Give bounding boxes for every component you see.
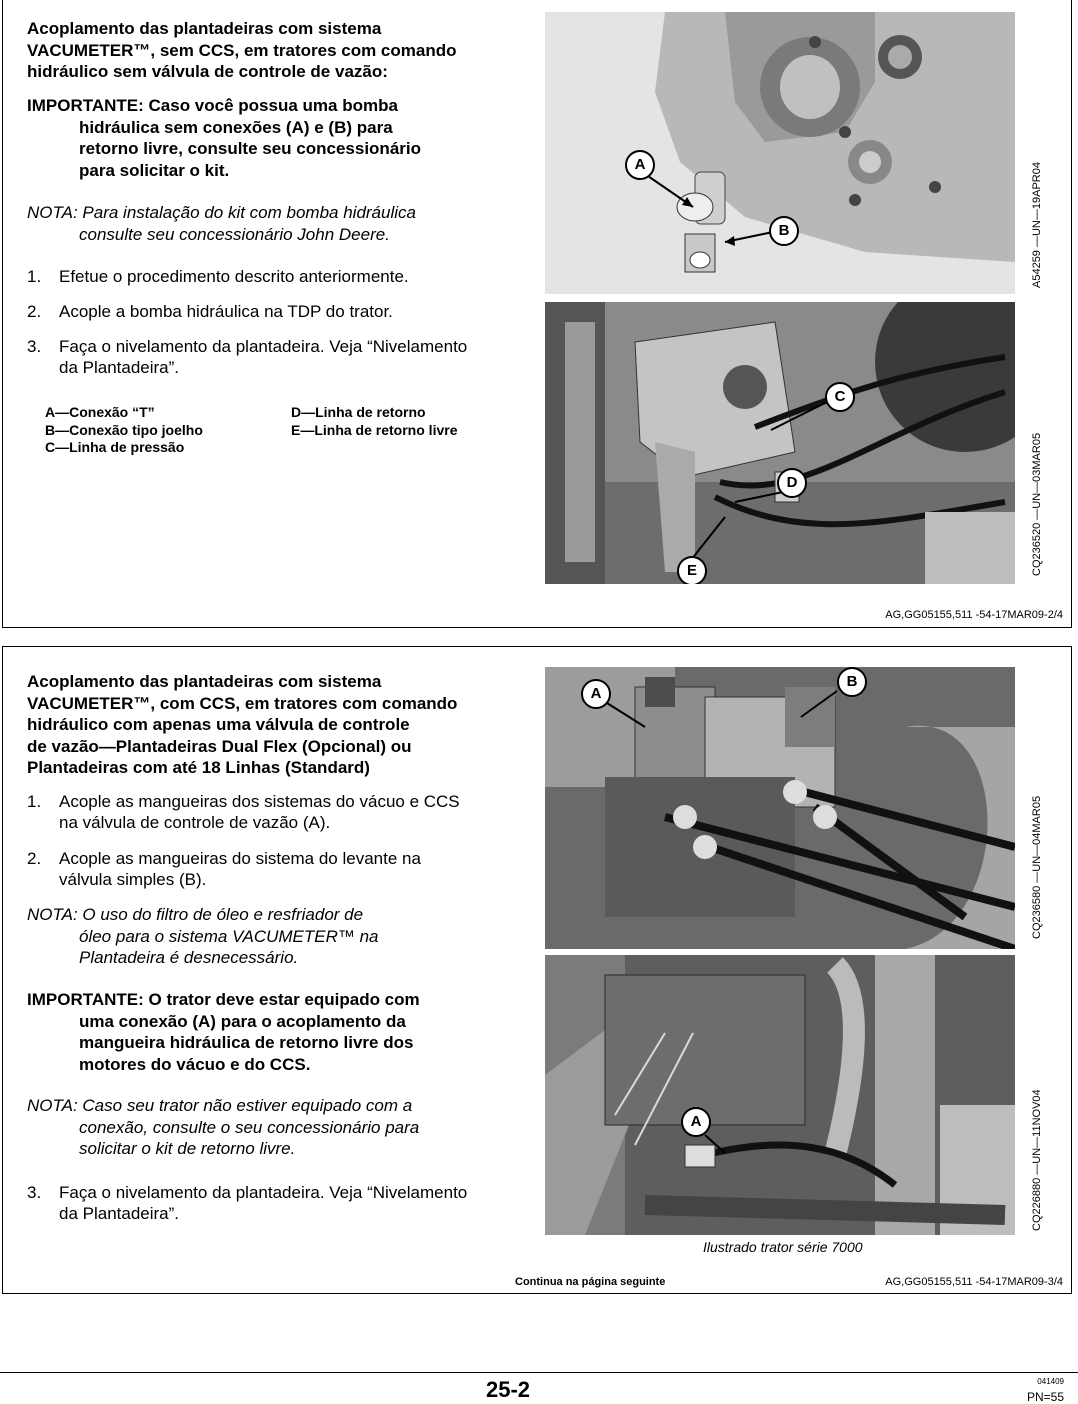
photo-return-connection [545,955,1015,1235]
step-text: da Plantadeira”. [59,358,180,377]
legend-item: E—Linha de retorno livre [291,421,458,438]
step-number: 1. [27,792,42,811]
page-number: 25-2 [486,1377,531,1402]
figure-code: CQ236580 —UN—04MAR05 [1031,795,1043,939]
legend-item: A—Conexão “T” [45,404,155,420]
callout-label: A [625,150,655,180]
callout-label: B [769,216,799,246]
important-line: mangueira hidráulica de retorno livre dos [79,1033,414,1052]
callout-label: E [677,556,707,584]
continue-note: Continua na página seguinte [515,1276,666,1288]
step-number: 3. [27,337,42,356]
note-line: consulte seu concessionário John Deere. [79,224,390,244]
important-notice [27,989,527,1075]
document-reference: AG,GG05155,511 -54-17MAR09-2/4 [885,609,1063,621]
step-text: Faça o nivelamento da plantadeira. Veja “Nivelamento [59,337,468,356]
note-line: NOTA: Caso seu trator não estiver equipado com a [27,1096,413,1115]
note-line: óleo para o sistema VACUMETER™ na [79,926,379,946]
title-line: hidráulico com apenas uma válvula de controle [27,715,410,734]
section-1-title [27,18,527,83]
legend-right [291,404,457,439]
important-line: motores do vácuo e do CCS. [79,1054,311,1074]
figure-code: CQ226880 —UN—11NOV04 [1031,1089,1043,1231]
important-line: para solicitar o kit. [79,160,230,180]
step-2 [27,848,532,890]
step-text: Efetue o procedimento descrito anteriormente. [59,267,409,286]
step-2 [27,301,532,322]
title-line: Plantadeiras com até 18 Linhas (Standard) [27,758,370,777]
step-1 [27,791,532,833]
title-line: Acoplamento das plantadeiras com sistema [27,19,382,38]
section-2-panel [2,646,1072,1294]
important-line: hidráulica sem conexões (A) e (B) para [79,117,393,137]
note-1 [27,904,527,969]
note-line: Plantadeira é desnecessário. [79,948,299,967]
step-3 [27,1182,532,1224]
title-line: VACUMETER™, com CCS, em tratores com comando [27,693,458,713]
note-2 [27,1095,527,1160]
legend-item: C—Linha de pressão [45,439,185,455]
callout-label: A [581,679,611,709]
note-line: NOTA: Para instalação do kit com bomba hidráulica [27,203,416,222]
title-line: de vazão—Plantadeiras Dual Flex (Opcional) ou [27,736,412,756]
callout-label: A [681,1107,711,1137]
title-line: Acoplamento das plantadeiras com sistema [27,672,382,691]
note-line: conexão, consulte o seu concessionário para [79,1117,420,1137]
section-2-title [27,671,527,779]
legend-left [45,404,203,457]
footer-rule [0,1372,1078,1373]
step-number: 2. [27,302,42,321]
step-text: Acople as mangueiras do sistema do levante na [59,849,421,868]
step-text: válvula simples (B). [59,870,207,889]
document-reference: AG,GG05155,511 -54-17MAR09-3/4 [885,1276,1063,1288]
page-marker: PN=55 [1026,1390,1064,1404]
step-text: da Plantadeira”. [59,1204,180,1223]
step-number: 1. [27,267,42,286]
important-line: IMPORTANTE: Caso você possua uma bomba [27,96,398,115]
important-line: IMPORTANTE: O trator deve estar equipado com [27,990,420,1009]
title-line: hidráulico sem válvula de controle de vazão: [27,62,388,81]
footer-code: 041409 [1037,1377,1064,1386]
step-text: na válvula de controle de vazão (A). [59,813,331,832]
important-line: uma conexão (A) para o acoplamento da [79,1011,406,1031]
step-1 [27,266,532,287]
step-text: Acople as mangueiras dos sistemas do vácuo e CCS [59,792,460,811]
important-line: retorno livre, consulte seu concessionário [79,139,421,158]
note-line: solicitar o kit de retorno livre. [79,1139,296,1158]
photo-pump-on-pto [545,302,1015,584]
callout-label: B [837,667,867,697]
callout-label: C [825,382,855,412]
important-notice [27,95,527,181]
step-number: 2. [27,849,42,868]
callout-label: D [777,468,807,498]
step-text: Acople a bomba hidráulica na TDP do trator. [59,302,393,321]
note [27,202,527,245]
figure-code: CQ236520 —UN—03MAR05 [1031,432,1043,576]
step-3 [27,336,532,378]
title-line: VACUMETER™, sem CCS, em tratores com comando [27,40,457,60]
photo-valves [545,667,1015,949]
figure-code: A54259 —UN—19APR04 [1031,162,1043,288]
legend-item: B—Conexão tipo joelho [45,421,203,438]
photo-hydraulic-pump [545,12,1015,294]
section-1-panel [2,0,1072,628]
legend-item: D—Linha de retorno [291,404,426,420]
step-number: 3. [27,1183,42,1202]
note-line: NOTA: O uso do filtro de óleo e resfriador de [27,905,364,924]
step-text: Faça o nivelamento da plantadeira. Veja “Nivelamento [59,1183,468,1202]
figure-caption: Ilustrado trator série 7000 [703,1239,863,1255]
